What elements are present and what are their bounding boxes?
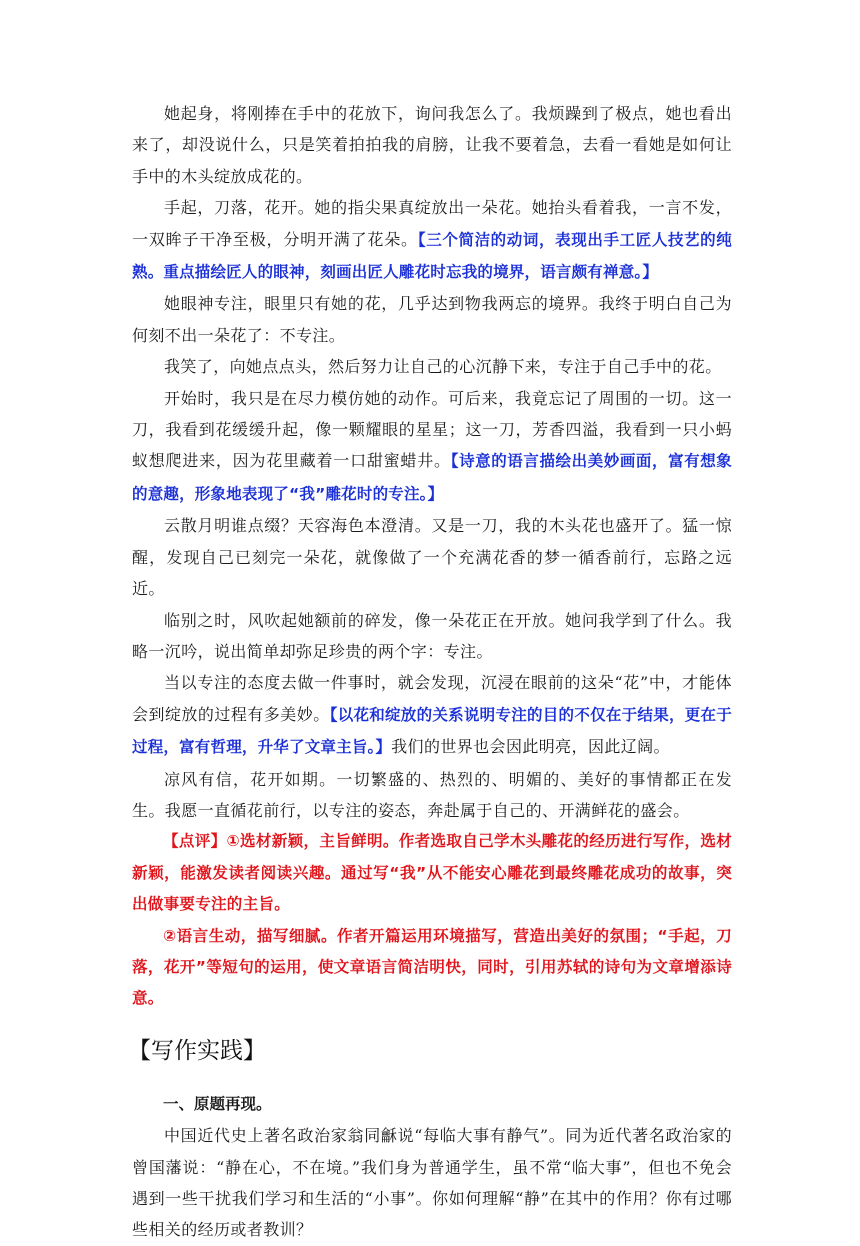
document-page — [128, 98, 732, 1246]
paragraph-9 — [132, 764, 732, 827]
paragraph-4 — [132, 351, 732, 382]
paragraph-text: 凉风有信，花开如期。一切繁盛的、热烈的、明媚的、美好的事情都正在发生。我愿一直循花前行，以专注的姿态，奔赴属于自己的、开满鲜花的盛会。 — [132, 769, 732, 820]
paragraph-2 — [132, 192, 732, 288]
paragraph-text: 她眼神专注，眼里只有她的花，几乎达到物我两忘的境界。我终于明白自己为何刻不出一朵花了：不专注。 — [132, 294, 732, 345]
paragraph-3 — [132, 288, 732, 351]
paragraph-8 — [132, 667, 732, 763]
paragraph-text: 当以专注的态度去做一件事时，就会发现，沉浸在眼前的这朵“花”中，才能体会到绽放的过程有多美妙。 — [132, 673, 732, 724]
prompt-paragraph: 中国近代史上著名政治家翁同龢说“每临大事有静气”。同为近代著名政治家的曾国藩说：“静在心，不在境。”我们身为普通学生，虽不常“临大事”，但也不免会遇到一些干扰我们学习和生活的“小事”。你如何理解“静”在其中的作用？你有过哪些相关的经历或者教训？ — [132, 1126, 732, 1240]
section-heading: 【写作实践】 — [128, 1037, 266, 1064]
review-paragraph-1: 【点评】①选材新颖，主旨鲜明。作者选取自己学木头雕花的经历进行写作，选材新颖，能激发读者阅读兴趣。通过写“我”从不能安心雕花到最终雕花成功的故事，突出做事要专注的主旨。 — [132, 832, 732, 914]
annotation-note: 【以花和绽放的关系说明专注的目的不仅在于结果，更在于过程，富有哲理，升华了文章主旨。】 — [132, 705, 732, 757]
paragraph-tail-text: 我们的世界也会因此明亮，因此辽阔。 — [391, 737, 670, 757]
annotation-note: 【诗意的语言描绘出美妙画面，富有想象的意趣，形象地表现了“我”雕花时的专注。】 — [132, 452, 732, 503]
paragraph-text: 我笑了，向她点点头，然后努力让自己的心沉静下来，专注于自己手中的花。 — [164, 357, 722, 377]
review-paragraph-2: ②语言生动，描写细腻。作者开篇运用环境描写，营造出美好的氛围；“手起，刀落，花开”等短句的运用，使文章语言简洁明快，同时，引用苏轼的诗句为文章增添诗意。 — [132, 926, 732, 1008]
paragraph-text: 云散月明谁点缀？天容海色本澄清。又是一刀，我的木头花也盛开了。猛一惊醒，发现自己已刻完一朵花，就像做了一个充满花香的梦一循香前行，忘路之远近。 — [132, 516, 732, 599]
paragraph-6 — [132, 510, 732, 604]
paragraph-text: 开始时，我只是在尽力模仿她的动作。可后来，我竟忘记了周围的一切。这一刀，我看到花缓缓升起，像一颗耀眼的星星；这一刀，芳香四溢，我看到一只小蚂蚁想爬进来，因为花里藏着一口甜蜜蜡井。 — [132, 388, 732, 471]
paragraph-text: 她起身，将刚捧在手中的花放下，询问我怎么了。我烦躁到了极点，她也看出来了，却没说什么，只是笑着拍拍我的肩膀，让我不要着急，去看一看她是如何让手中的木头绽放成花的。 — [132, 104, 732, 186]
section-subheading: 一、原题再现。 — [163, 1094, 272, 1113]
paragraph-text: 临别之时，风吹起她额前的碎发，像一朵花正在开放。她问我学到了什么。我略一沉吟，说出简单却弥足珍贵的两个字：专注。 — [132, 610, 732, 661]
paragraph-text: 手起，刀落，花开。她的指尖果真绽放出一朵花。她抬头看着我，一言不发，一双眸子干净至极，分明开满了花朵。 — [132, 198, 732, 249]
paragraph-5 — [132, 383, 732, 511]
paragraph-7 — [132, 605, 732, 668]
annotation-note: 【三个简洁的动词，表现出手工匠人技艺的纯熟。重点描绘匠人的眼神，刻画出匠人雕花时忘我的境界，语言颇有禅意。】 — [132, 230, 732, 282]
paragraph-1 — [132, 98, 732, 192]
